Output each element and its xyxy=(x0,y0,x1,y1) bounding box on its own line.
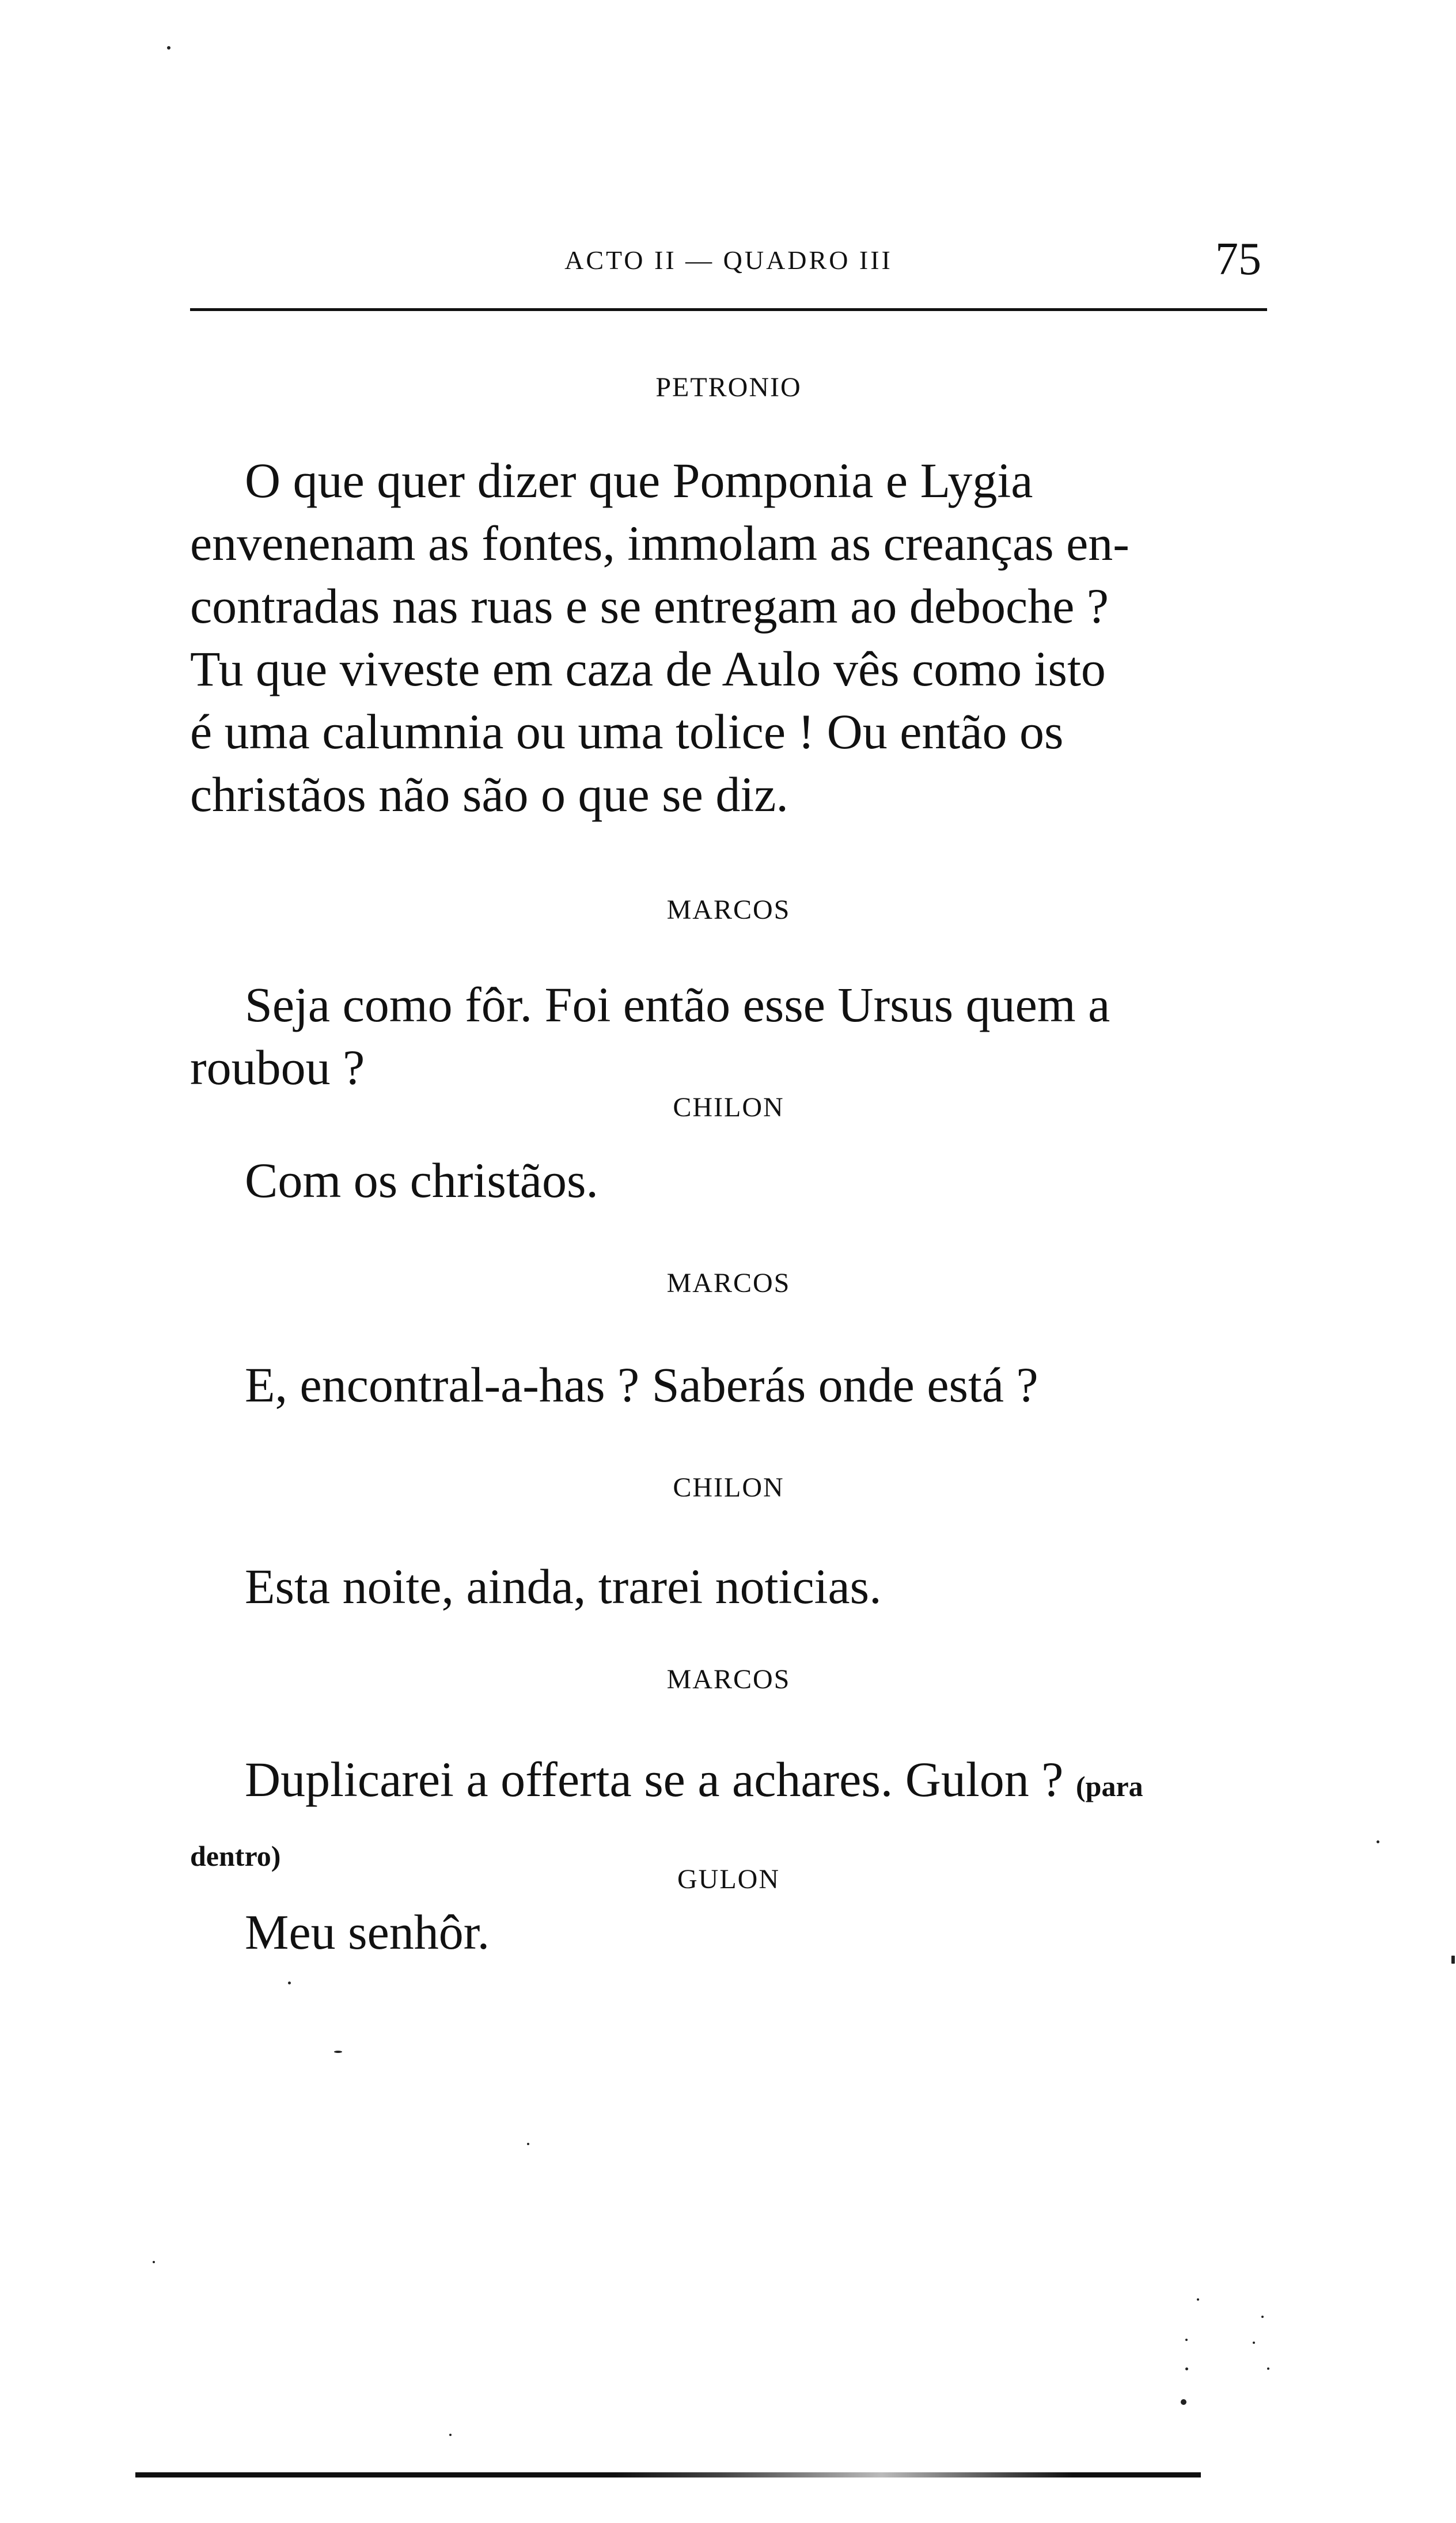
speech-line: Meu senhôr. xyxy=(245,1904,490,1960)
scan-speck xyxy=(527,2143,529,2145)
speech-line: Esta noite, ainda, trarei noticias. xyxy=(245,1559,882,1614)
scan-speck xyxy=(1185,2367,1188,2370)
speech-marcos xyxy=(190,1354,1267,1416)
speech-line xyxy=(190,1748,1267,1818)
speaker-marcos: MARCOS xyxy=(666,1664,791,1695)
speech-chilon xyxy=(190,1149,1267,1212)
speech-line: envenenam as fontes, immolam as creanças en- xyxy=(190,516,1129,571)
scan-speck xyxy=(1197,2298,1199,2301)
speech-text: Duplicarei a offerta se a achares. Gulon ? xyxy=(245,1752,1064,1807)
speaker-marcos: MARCOS xyxy=(666,895,791,925)
speech-petronio xyxy=(190,449,1267,826)
speech-gulon xyxy=(190,1901,1267,1964)
header-rule xyxy=(190,308,1267,311)
speaker-petronio: PETRONIO xyxy=(655,372,802,403)
speech-chilon xyxy=(190,1555,1267,1618)
scan-speck xyxy=(1451,1956,1455,1964)
speaker-gulon: GULON xyxy=(677,1864,780,1895)
scan-speck xyxy=(1267,2367,1269,2370)
speech-line: é uma calumnia ou uma tolice ! Ou então os xyxy=(190,704,1064,759)
speaker-marcos: MARCOS xyxy=(666,1268,791,1298)
speech-line: Seja como fôr. Foi então esse Ursus quem a xyxy=(245,977,1110,1032)
scan-speck xyxy=(1377,1840,1379,1843)
scan-speck xyxy=(449,2434,452,2436)
bottom-rule xyxy=(135,2472,1201,2477)
speech-line: contradas nas ruas e se entregam ao deboche ? xyxy=(190,578,1109,634)
speech-line: Tu que viveste em caza de Aulo vês como isto xyxy=(190,641,1106,696)
scan-speck xyxy=(1253,2342,1255,2344)
speech-line: O que quer dizer que Pomponia e Lygia xyxy=(245,453,1033,508)
running-head xyxy=(190,233,1267,285)
scan-speck xyxy=(288,1982,291,1984)
scan-speck xyxy=(334,2051,342,2053)
speaker-chilon: CHILON xyxy=(673,1092,784,1123)
speech-marcos xyxy=(190,973,1267,1099)
stage-direction: dentro) xyxy=(190,1840,281,1872)
running-title: ACTO II — QUADRO III xyxy=(564,245,893,275)
speech-line: Com os christãos. xyxy=(245,1153,598,1208)
speech-line: E, encontral-a-has ? Saberás onde está ? xyxy=(245,1357,1038,1412)
scan-speck xyxy=(1185,2339,1188,2341)
speech-line: christãos não são o que se diz. xyxy=(190,767,788,822)
speech-line: roubou ? xyxy=(190,1040,365,1095)
speaker-chilon: CHILON xyxy=(673,1472,784,1503)
scan-speck xyxy=(1261,2316,1264,2318)
scan-speck xyxy=(1181,2399,1186,2405)
stage-direction: (para xyxy=(1075,1770,1143,1802)
page-number: 75 xyxy=(1215,234,1261,285)
scan-speck xyxy=(153,2261,155,2263)
scan-speck xyxy=(167,46,170,50)
